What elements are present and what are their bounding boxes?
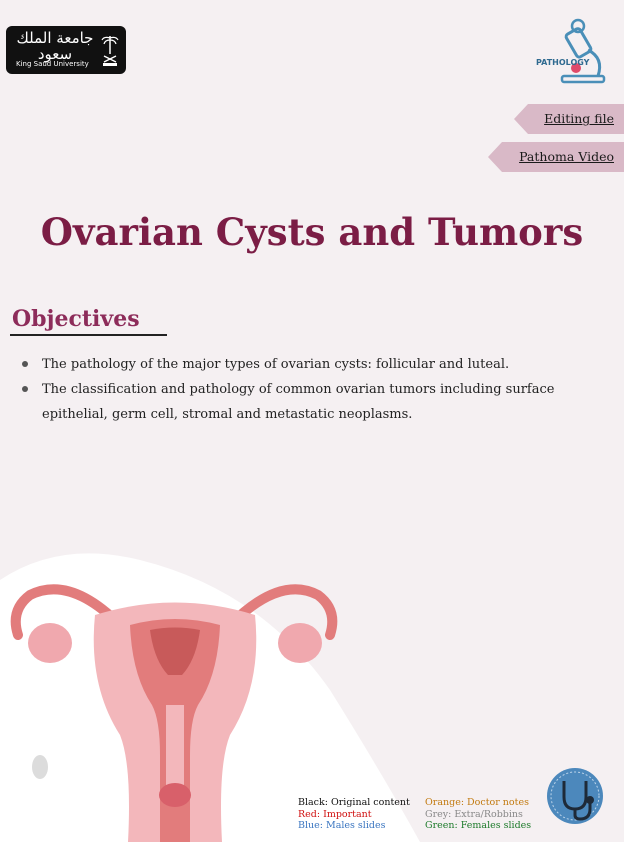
legend-red: Red: Important [298,808,372,820]
stethoscope-icon [546,767,604,825]
editing-file-link[interactable]: Editing file [528,104,624,134]
legend-orange: Orange: Doctor notes [425,797,529,808]
bullet-icon [22,386,28,392]
bullet-icon [22,361,28,367]
objectives-underline [10,334,167,336]
objective-text: The pathology of the major types of ovarian cysts: follicular and luteal. [42,357,510,372]
pathoma-video-link[interactable]: Pathoma Video [502,142,624,172]
legend-blue: Blue: Males slides [298,820,386,831]
palm-emblem-icon [100,32,120,68]
university-name-en: King Saud University [16,60,89,68]
page-title: Ovarian Cysts and Tumors [40,210,584,254]
legend-green: Green: Females slides [425,820,532,831]
objectives-heading: Objectives [12,306,140,332]
legend-black: Black: Original content [298,797,410,808]
legend-right [425,797,531,832]
objectives-list [22,352,582,427]
objective-text: The classification and pathology of common ovarian tumors including surface epithelial, germ cell, stromal and metastatic neoplasms. [42,382,555,422]
legend-left [298,797,410,832]
ksu-logo [6,26,126,74]
microscope-icon [532,14,610,86]
list-item [22,377,582,427]
uterus-illustration [0,555,340,842]
university-name-ar: جامعة الملك سعود [16,29,94,63]
legend-grey: Grey: Extra/Robbins [425,808,523,820]
list-item [22,352,582,377]
pathology-logo-text: PATHOLOGY [536,58,590,67]
